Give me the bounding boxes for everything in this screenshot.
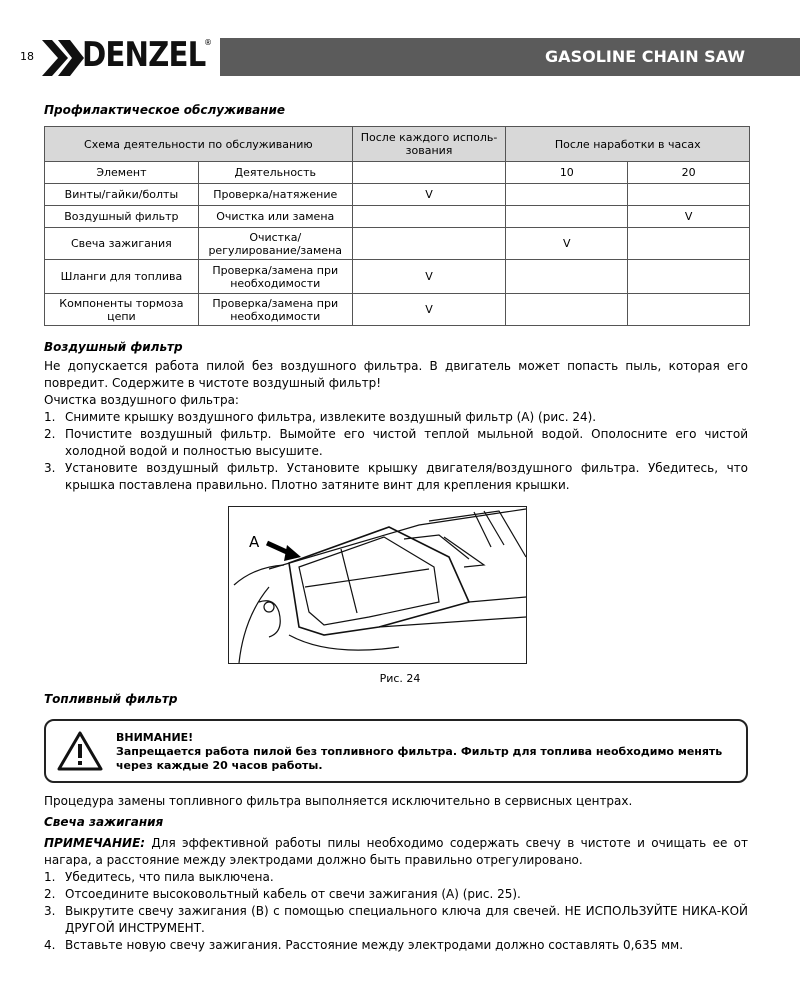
pointer-arrow-icon xyxy=(284,545,301,561)
subheader-10h: 10 xyxy=(506,162,628,184)
maintenance-table xyxy=(44,126,750,326)
figure-label-a: A xyxy=(249,533,260,551)
table-cell: Очистка/ регулирование/замена xyxy=(198,228,352,260)
table-cell: Проверка/замена при необходимости xyxy=(198,260,352,294)
figure-caption: Рис. 24 xyxy=(379,672,421,685)
figure-24-air-filter xyxy=(228,506,527,664)
table-cell: V xyxy=(352,184,506,206)
table-row xyxy=(45,228,750,260)
table-cell: Проверка/замена при необходимости xyxy=(198,294,352,326)
table-cell: Воздушный фильтр xyxy=(45,206,199,228)
header-bar xyxy=(220,38,800,76)
warning-triangle-icon xyxy=(56,730,104,772)
header-after-each-use: После каждого исполь-зования xyxy=(352,127,506,162)
warning-text: Запрещается работа пилой без топливного фильтра. Фильтр для топлива необходимо менять через каждые 20 часов работы. xyxy=(116,745,723,772)
table-subheader-row xyxy=(45,162,750,184)
warning-title: ВНИМАНИЕ! xyxy=(116,731,194,744)
table-cell xyxy=(628,184,750,206)
page-number: 18 xyxy=(20,50,34,63)
table-header-row xyxy=(45,127,750,162)
table-row xyxy=(45,184,750,206)
table-cell xyxy=(352,228,506,260)
header-after-hours: После наработки в часах xyxy=(506,127,750,162)
note-text: Для эффективной работы пилы необходимо содержать свечу в чистоте и очищать ее от нагара, а расстояние между электродами должно быть правильно отрегулировано. xyxy=(44,836,748,867)
table-row xyxy=(45,206,750,228)
subheader-20h: 20 xyxy=(628,162,750,184)
table-cell xyxy=(628,260,750,294)
brand-name: DENZEL xyxy=(82,35,206,75)
table-cell: V xyxy=(352,294,506,326)
warning-content xyxy=(116,731,736,773)
subheader-activity: Деятельность xyxy=(198,162,352,184)
logo-emblem-icon xyxy=(42,40,84,76)
table-cell xyxy=(352,206,506,228)
table-cell xyxy=(506,184,628,206)
spark-plug-note xyxy=(44,835,748,869)
table-cell: V xyxy=(628,206,750,228)
table-cell: Компоненты тормоза цепи xyxy=(45,294,199,326)
table-cell xyxy=(506,260,628,294)
air-filter-intro: Не допускается работа пилой без воздушного фильтра. В двигатель может попасть пыль, которая его повредит. Содержите в чистоте воздушный фильтр! xyxy=(44,359,748,390)
air-filter-illustration xyxy=(229,507,526,663)
table-cell: V xyxy=(352,260,506,294)
table-cell xyxy=(628,294,750,326)
registered-mark: ® xyxy=(204,38,212,47)
note-label: ПРИМЕЧАНИЕ: xyxy=(44,836,146,850)
maintenance-heading: Профилактическое обслуживание xyxy=(44,103,286,117)
air-filter-cleaning-label: Очистка воздушного фильтра: xyxy=(44,393,239,407)
table-row xyxy=(45,260,750,294)
table-cell xyxy=(628,228,750,260)
subheader-empty xyxy=(352,162,506,184)
table-cell xyxy=(506,206,628,228)
table-cell: Винты/гайки/болты xyxy=(45,184,199,206)
table-cell: Очистка или замена xyxy=(198,206,352,228)
table-row xyxy=(45,294,750,326)
warning-box xyxy=(44,719,748,783)
air-filter-heading: Воздушный фильтр xyxy=(44,340,183,354)
document-title: GASOLINE CHAIN SAW xyxy=(545,47,745,66)
table-cell xyxy=(506,294,628,326)
table-cell: V xyxy=(506,228,628,260)
spark-plug-heading: Свеча зажигания xyxy=(44,815,164,829)
fuel-filter-service-text: Процедура замены топливного фильтра выполняется исключительно в сервисных центрах. xyxy=(44,794,633,808)
table-cell: Шланги для топлива xyxy=(45,260,199,294)
table-cell: Проверка/натяжение xyxy=(198,184,352,206)
fuel-filter-heading: Топливный фильтр xyxy=(44,692,178,706)
subheader-element: Элемент xyxy=(45,162,199,184)
header-scheme: Схема деятельности по обслуживанию xyxy=(45,127,353,162)
table-cell: Свеча зажигания xyxy=(45,228,199,260)
